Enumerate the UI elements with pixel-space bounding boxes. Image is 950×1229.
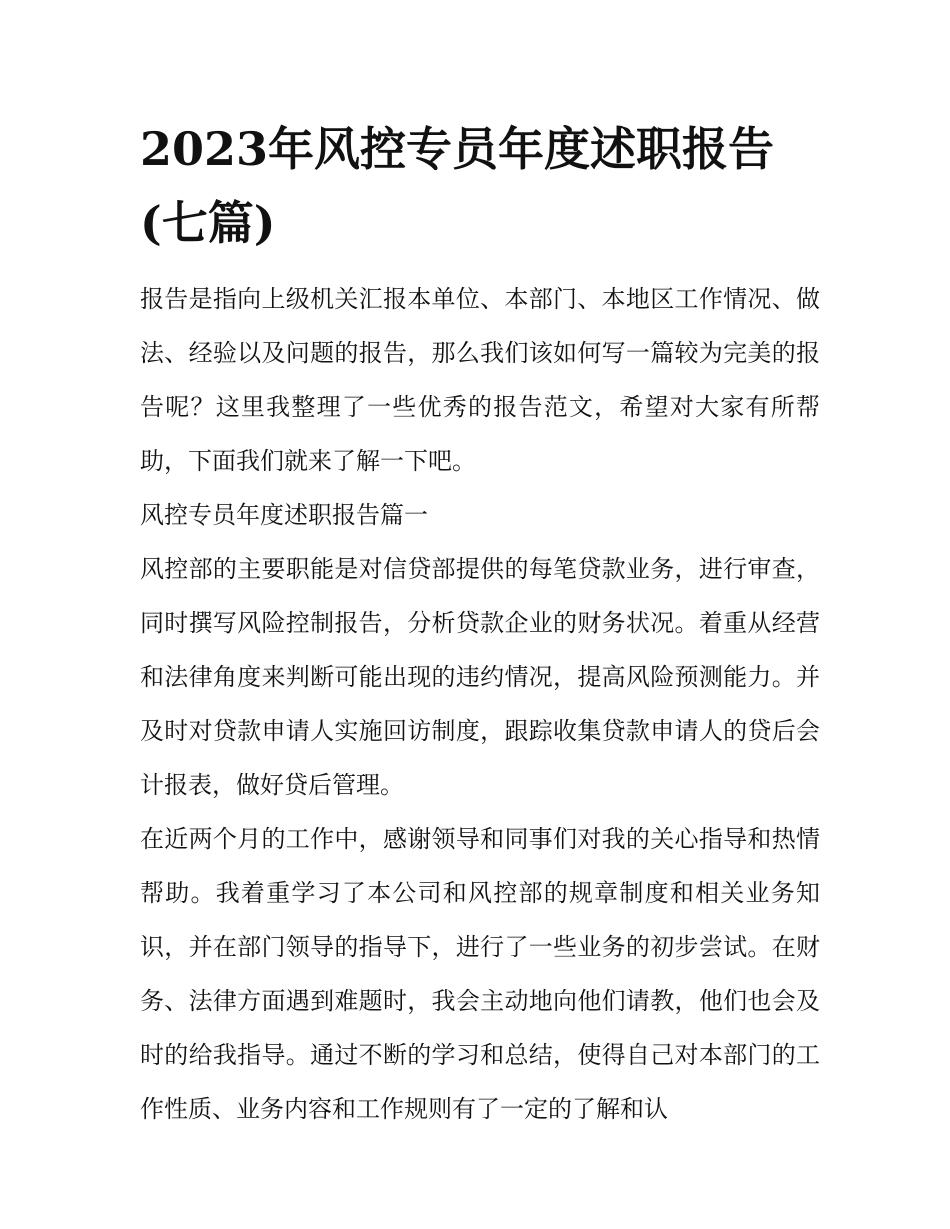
body-paragraph-1: 风控部的主要职能是对信贷部提供的每笔贷款业务，进行审查，同时撰写风险控制报告，分析贷款企业的财务状况。着重从经营和法律角度来判断可能出现的违约情况，提高风险预测能力。并及时对贷款申请人实施回访制度，跟踪收集贷款申请人的贷后会计报表，做好贷后管理。 (140, 555, 820, 799)
body-paragraph-2: 在近两个月的工作中，感谢领导和同事们对我的关心指导和热情帮助。我着重学习了本公司和风控部的规章制度和相关业务知识，并在部门领导的指导下，进行了一些业务的初步尝试。在财务、法律方面遇到难题时，我会主动地向他们请教，他们也会及时的给我指导。通过不断的学习和总结，使得自己对本部门的工作性质、业务内容和工作规则有了一定的了解和认 (140, 825, 820, 1123)
intro-paragraph: 报告是指向上级机关汇报本单位、本部门、本地区工作情况、做法、经验以及问题的报告，那么我们该如何写一篇较为完美的报告呢？这里我整理了一些优秀的报告范文，希望对大家有所帮助，下面我们就来了解一下吧。 (140, 285, 820, 475)
document-body (140, 272, 820, 1136)
document-title: 2023年风控专员年度述职报告(七篇) (140, 122, 775, 250)
section-heading: 风控专员年度述职报告篇一 (140, 501, 428, 529)
